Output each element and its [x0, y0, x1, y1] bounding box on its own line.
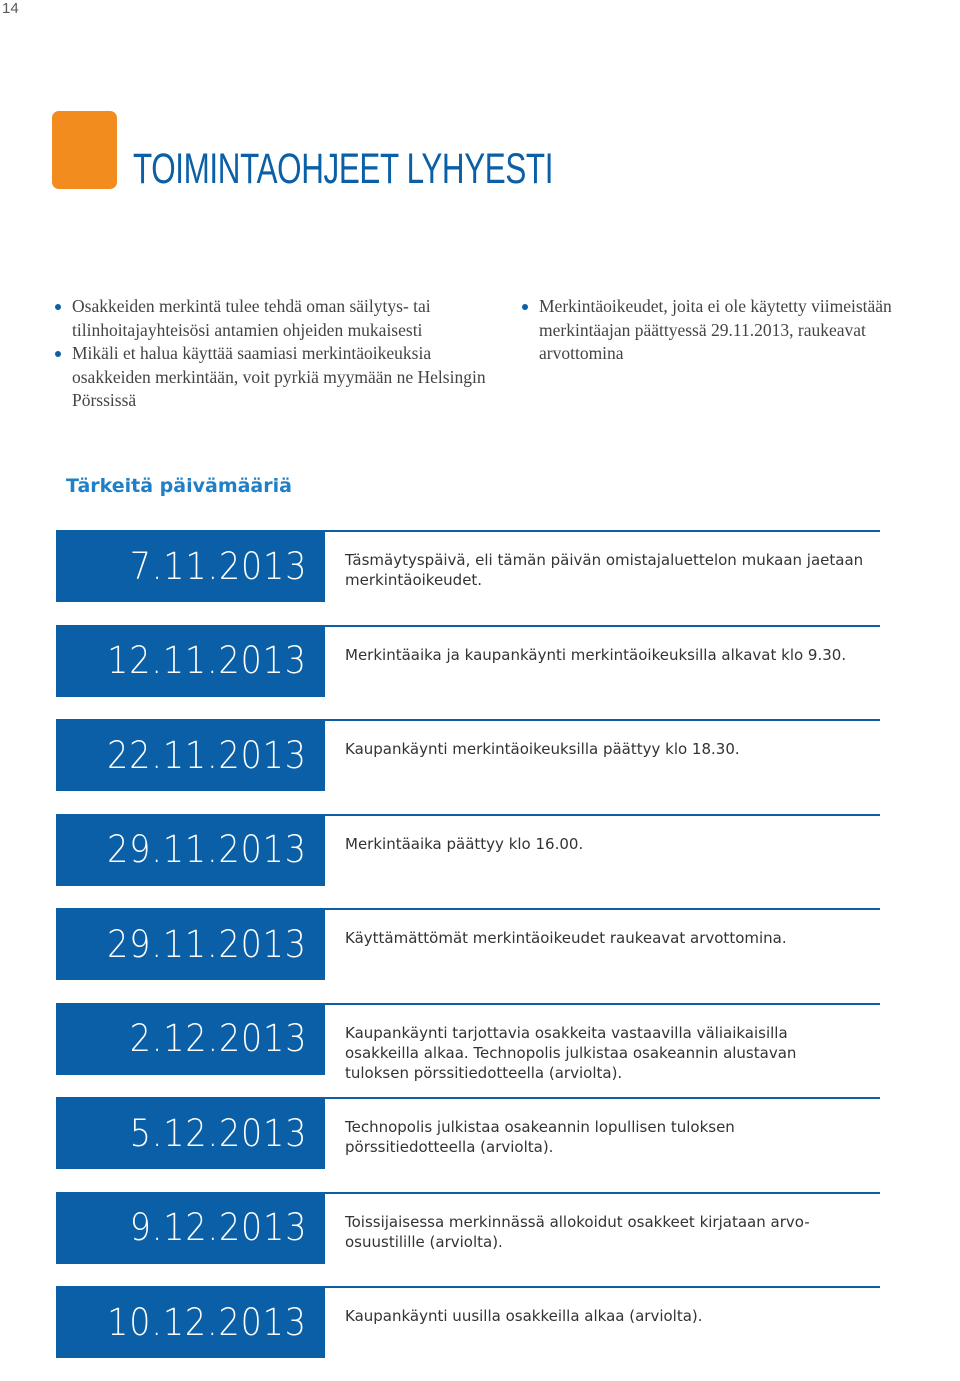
bullet-text: Merkintäoikeudet, joita ei ole käytetty viimeistään merkintäajan päättyessä 29.11.2013, raukeavat arvottomina: [539, 296, 892, 364]
bullet-text: Mikäli et halua käyttää saamiasi merkintäoikeuksia osakkeiden merkintään, voit pyrkiä myymään ne Helsingin Pörssissä: [72, 343, 486, 411]
date-label: 2.12.2013: [129, 1017, 307, 1060]
date-box: [56, 1097, 325, 1169]
timeline-row: [56, 719, 880, 814]
row-divider-line: [325, 530, 880, 532]
row-divider-line: [325, 1003, 880, 1005]
date-box: [56, 719, 325, 791]
event-description: Merkintäaika ja kaupankäynti merkintäoikeuksilla alkavat klo 9.30.: [345, 645, 847, 664]
event-description: Kaupankäynti uusilla osakkeilla alkaa (arviolta).: [345, 1307, 703, 1325]
row-divider-line: [325, 1192, 880, 1194]
date-box: [56, 908, 325, 980]
orange-square-decoration: [52, 111, 117, 189]
date-label: 22.11.2013: [107, 733, 307, 777]
date-box: [56, 1003, 325, 1075]
row-divider-line: [325, 719, 880, 721]
event-description: Kaupankäynti tarjottavia osakkeita vastaavilla väliaikaisilla osakkeilla alkaa. Technopolis julkistaa osakeannin alustavan tuloksen pörssitiedotteella (arviolta).: [345, 1023, 797, 1082]
row-divider-line: [325, 1286, 880, 1288]
page-number: 14: [2, 0, 19, 17]
date-box: [56, 530, 325, 602]
event-description: Kaupankäynti merkintäoikeuksilla päättyy klo 18.30.: [345, 740, 740, 758]
timeline-row: [56, 1286, 880, 1381]
row-divider-line: [325, 625, 880, 627]
event-description: Toissijaisessa merkinnässä allokoidut osakkeet kirjataan arvo-osuustilille (arviolta).: [345, 1212, 810, 1251]
row-divider-line: [325, 908, 880, 910]
date-box: [56, 1192, 325, 1264]
section-heading-important-dates: Tärkeitä päivämääriä: [66, 475, 292, 497]
event-description: Käyttämättömät merkintäoikeudet raukeavat arvottomina.: [345, 929, 787, 947]
bullet-item: [522, 295, 952, 366]
important-dates-timeline: [56, 530, 880, 1381]
timeline-row: [56, 1097, 880, 1192]
row-divider-line: [325, 814, 880, 816]
row-divider-line: [325, 1097, 880, 1099]
timeline-row: [56, 1003, 880, 1098]
timeline-row: [56, 625, 880, 720]
date-label: 12.11.2013: [107, 639, 307, 682]
bullet-dot-icon: [55, 304, 61, 310]
bullet-list-right: [522, 295, 952, 366]
date-label: 10.12.2013: [107, 1300, 307, 1344]
event-description: Merkintäaika päättyy klo 16.00.: [345, 834, 584, 853]
event-description: Täsmäytyspäivä, eli tämän päivän omistajaluettelon mukaan jaetaan merkintäoikeudet.: [345, 551, 864, 589]
date-label: 29.11.2013: [107, 828, 307, 871]
timeline-row: [56, 908, 880, 1003]
bullet-dot-icon: [55, 351, 61, 357]
page-title: TOIMINTAOHJEET LYHYESTI: [133, 145, 554, 193]
date-box: [56, 814, 325, 886]
date-box: [56, 625, 325, 697]
bullet-item: [55, 295, 495, 342]
bullet-item: [55, 342, 495, 413]
timeline-row: [56, 814, 880, 909]
timeline-row: [56, 530, 880, 625]
date-label: 7.11.2013: [129, 544, 307, 588]
date-label: 5.12.2013: [129, 1111, 307, 1155]
bullet-list-left: [55, 295, 495, 413]
date-box: [56, 1286, 325, 1358]
bullet-dot-icon: [522, 304, 528, 310]
date-label: 9.12.2013: [129, 1206, 307, 1249]
bullet-text: Osakkeiden merkintä tulee tehdä oman säilytys- tai tilinhoitajayhteisösi antamien ohjeiden mukaisesti: [72, 296, 431, 340]
event-description: Technopolis julkistaa osakeannin lopullisen tuloksen pörssitiedotteella (arviolta).: [345, 1118, 735, 1156]
timeline-row: [56, 1192, 880, 1287]
date-label: 29.11.2013: [107, 922, 307, 966]
